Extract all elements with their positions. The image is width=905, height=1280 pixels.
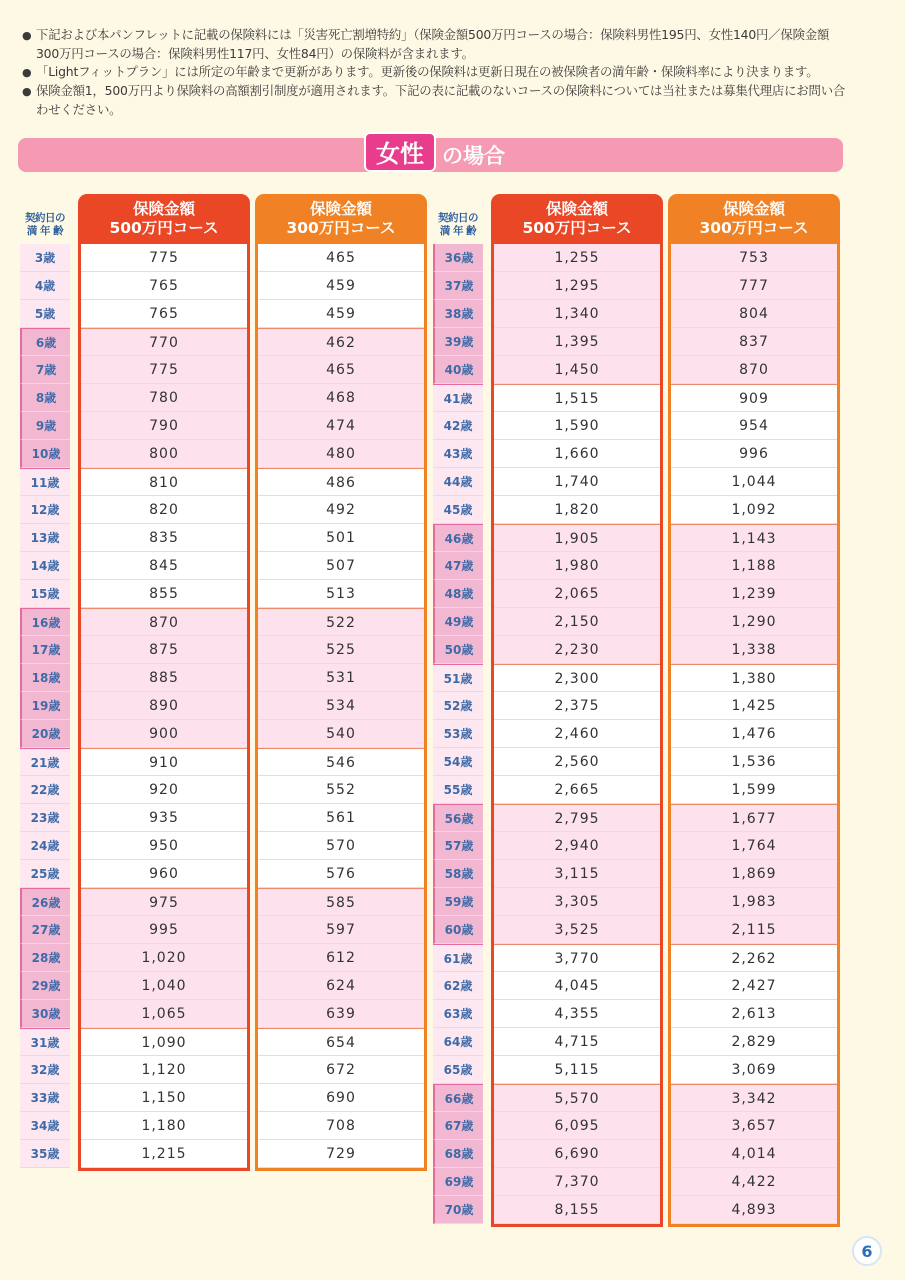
premium-500-cell: 6,690 <box>494 1140 660 1168</box>
premium-500-cell: 810 <box>81 468 247 496</box>
age-cell: 49歳 <box>433 608 483 636</box>
age-cell: 47歳 <box>433 552 483 580</box>
age-cell: 41歳 <box>433 384 483 412</box>
page-number: 6 <box>852 1236 882 1266</box>
age-cell: 68歳 <box>433 1140 483 1168</box>
age-cell: 70歳 <box>433 1196 483 1224</box>
age-cell: 60歳 <box>433 916 483 944</box>
premium-300-cell: 2,427 <box>671 972 837 1000</box>
premium-300-cell: 459 <box>258 272 424 300</box>
premium-300-cell: 459 <box>258 300 424 328</box>
premium-300-cell: 462 <box>258 328 424 356</box>
premium-500-cell: 835 <box>81 524 247 552</box>
note-item <box>22 82 852 119</box>
premium-300-cell: 954 <box>671 412 837 440</box>
col-header-line1: 保険金額 <box>132 200 195 218</box>
age-cell: 10歳 <box>20 440 70 468</box>
age-cell: 3歳 <box>20 244 70 272</box>
age-cell: 59歳 <box>433 888 483 916</box>
age-cell: 30歳 <box>20 1000 70 1028</box>
age-cell: 48歳 <box>433 580 483 608</box>
premium-500-cell: 2,460 <box>494 720 660 748</box>
age-cell: 13歳 <box>20 524 70 552</box>
premium-300-cell: 507 <box>258 552 424 580</box>
col-header-line1: 保険金額 <box>309 200 372 218</box>
premium-300-cell: 690 <box>258 1084 424 1112</box>
col-header-300 <box>255 194 427 244</box>
col-header-300 <box>668 194 840 244</box>
premium-500-cell: 1,255 <box>494 244 660 272</box>
col-header-line2: 500万円コース <box>109 219 219 237</box>
premium-500-cell: 1,215 <box>81 1140 247 1168</box>
premium-300-cell: 585 <box>258 888 424 916</box>
premium-300-cell: 753 <box>671 244 837 272</box>
premium-500-cell: 7,370 <box>494 1168 660 1196</box>
premium-300-cell: 804 <box>671 300 837 328</box>
premium-300-cell: 513 <box>258 580 424 608</box>
age-cell: 23歳 <box>20 804 70 832</box>
value-column-500 <box>491 244 663 1227</box>
premium-500-cell: 1,660 <box>494 440 660 468</box>
premium-500-cell: 5,570 <box>494 1084 660 1112</box>
premium-300-cell: 909 <box>671 384 837 412</box>
col-header-500 <box>491 194 663 244</box>
premium-300-cell: 525 <box>258 636 424 664</box>
premium-500-cell: 2,795 <box>494 804 660 832</box>
premium-300-cell: 570 <box>258 832 424 860</box>
premium-300-cell: 4,422 <box>671 1168 837 1196</box>
premium-500-cell: 3,525 <box>494 916 660 944</box>
age-cell: 26歳 <box>20 888 70 916</box>
age-header-line2: 満 年 齢 <box>26 225 64 237</box>
premium-500-cell: 4,715 <box>494 1028 660 1056</box>
col-header-500 <box>78 194 250 244</box>
premium-500-cell: 1,150 <box>81 1084 247 1112</box>
col-header-line1: 保険金額 <box>722 200 785 218</box>
age-cell: 53歳 <box>433 720 483 748</box>
age-cell: 50歳 <box>433 636 483 664</box>
age-cell: 61歳 <box>433 944 483 972</box>
premium-300-cell: 1,290 <box>671 608 837 636</box>
note-text: 下記および本パンフレットに記載の保険料には「災害死亡割増特約」（保険金額500万円コースの場合：保険料男性195円、女性140円／保険金額300万円コースの場合：保険料男性117円、女性84円）の保険料が含まれます。 <box>36 27 830 61</box>
note-text: 保険金額1，500万円より保険料の高額割引制度が適用されます。下記の表に記載のないコースの保険料については当社または募集代理店にお問い合わせください。 <box>36 83 846 117</box>
premium-500-cell: 1,020 <box>81 944 247 972</box>
premium-500-cell: 2,375 <box>494 692 660 720</box>
premium-300-cell: 1,338 <box>671 636 837 664</box>
banner-inner <box>364 138 505 172</box>
age-header-line1: 契約日の <box>438 212 478 224</box>
premium-300-cell: 777 <box>671 272 837 300</box>
premium-500-cell: 4,045 <box>494 972 660 1000</box>
age-cell: 19歳 <box>20 692 70 720</box>
premium-300-cell: 1,677 <box>671 804 837 832</box>
premium-300-cell: 474 <box>258 412 424 440</box>
premium-300-cell: 672 <box>258 1056 424 1084</box>
premium-300-cell: 1,764 <box>671 832 837 860</box>
age-cell: 32歳 <box>20 1056 70 1084</box>
premium-500-cell: 770 <box>81 328 247 356</box>
premium-500-cell: 1,395 <box>494 328 660 356</box>
age-cell: 42歳 <box>433 412 483 440</box>
banner-title: の場合 <box>442 144 505 168</box>
premium-500-cell: 2,665 <box>494 776 660 804</box>
premium-300-cell: 3,069 <box>671 1056 837 1084</box>
premium-500-cell: 950 <box>81 832 247 860</box>
age-cell: 31歳 <box>20 1028 70 1056</box>
premium-300-cell: 2,115 <box>671 916 837 944</box>
premium-500-cell: 1,340 <box>494 300 660 328</box>
age-column <box>433 244 483 1224</box>
age-cell: 55歳 <box>433 776 483 804</box>
age-cell: 11歳 <box>20 468 70 496</box>
premium-500-cell: 790 <box>81 412 247 440</box>
age-cell: 65歳 <box>433 1056 483 1084</box>
age-cell: 63歳 <box>433 1000 483 1028</box>
premium-300-cell: 540 <box>258 720 424 748</box>
premium-300-cell: 465 <box>258 356 424 384</box>
premium-300-cell: 534 <box>258 692 424 720</box>
premium-500-cell: 845 <box>81 552 247 580</box>
age-cell: 4歳 <box>20 272 70 300</box>
premium-500-cell: 1,450 <box>494 356 660 384</box>
premium-500-cell: 875 <box>81 636 247 664</box>
premium-300-cell: 561 <box>258 804 424 832</box>
premium-500-cell: 5,115 <box>494 1056 660 1084</box>
premium-500-cell: 935 <box>81 804 247 832</box>
premium-500-cell: 2,560 <box>494 748 660 776</box>
premium-500-cell: 890 <box>81 692 247 720</box>
premium-500-cell: 3,770 <box>494 944 660 972</box>
premium-300-cell: 465 <box>258 244 424 272</box>
age-cell: 46歳 <box>433 524 483 552</box>
age-cell: 62歳 <box>433 972 483 1000</box>
premium-300-cell: 3,342 <box>671 1084 837 1112</box>
premium-300-cell: 597 <box>258 916 424 944</box>
note-item <box>22 63 852 82</box>
premium-500-cell: 1,295 <box>494 272 660 300</box>
premium-500-cell: 870 <box>81 608 247 636</box>
premium-500-cell: 855 <box>81 580 247 608</box>
age-header <box>433 212 483 238</box>
bullet-icon: ● <box>22 85 32 98</box>
age-cell: 5歳 <box>20 300 70 328</box>
age-cell: 40歳 <box>433 356 483 384</box>
premium-300-cell: 612 <box>258 944 424 972</box>
premium-500-cell: 2,230 <box>494 636 660 664</box>
col-header-line2: 300万円コース <box>699 219 809 237</box>
premium-300-cell: 1,044 <box>671 468 837 496</box>
premium-300-cell: 870 <box>671 356 837 384</box>
age-cell: 64歳 <box>433 1028 483 1056</box>
premium-500-cell: 775 <box>81 244 247 272</box>
age-cell: 39歳 <box>433 328 483 356</box>
banner-tag: 女性 <box>364 132 436 172</box>
note-item <box>22 26 852 63</box>
age-cell: 8歳 <box>20 384 70 412</box>
age-cell: 29歳 <box>20 972 70 1000</box>
premium-300-cell: 1,188 <box>671 552 837 580</box>
col-header-line2: 500万円コース <box>522 219 632 237</box>
premium-300-cell: 1,983 <box>671 888 837 916</box>
age-cell: 52歳 <box>433 692 483 720</box>
bullet-icon: ● <box>22 29 32 42</box>
premium-300-cell: 486 <box>258 468 424 496</box>
age-cell: 44歳 <box>433 468 483 496</box>
premium-500-cell: 1,740 <box>494 468 660 496</box>
premium-300-cell: 996 <box>671 440 837 468</box>
value-column-300 <box>668 244 840 1227</box>
premium-300-cell: 2,829 <box>671 1028 837 1056</box>
premium-300-cell: 1,476 <box>671 720 837 748</box>
premium-500-cell: 1,180 <box>81 1112 247 1140</box>
age-column <box>20 244 70 1168</box>
premium-500-cell: 2,065 <box>494 580 660 608</box>
premium-300-cell: 708 <box>258 1112 424 1140</box>
col-header-line1: 保険金額 <box>545 200 608 218</box>
age-cell: 7歳 <box>20 356 70 384</box>
premium-300-cell: 2,613 <box>671 1000 837 1028</box>
age-cell: 12歳 <box>20 496 70 524</box>
premium-500-cell: 1,905 <box>494 524 660 552</box>
premium-300-cell: 1,380 <box>671 664 837 692</box>
value-column-500 <box>78 244 250 1171</box>
premium-500-cell: 3,305 <box>494 888 660 916</box>
premium-500-cell: 995 <box>81 916 247 944</box>
age-cell: 66歳 <box>433 1084 483 1112</box>
premium-500-cell: 800 <box>81 440 247 468</box>
age-cell: 22歳 <box>20 776 70 804</box>
premium-500-cell: 1,590 <box>494 412 660 440</box>
age-cell: 17歳 <box>20 636 70 664</box>
premium-300-cell: 3,657 <box>671 1112 837 1140</box>
premium-300-cell: 501 <box>258 524 424 552</box>
premium-500-cell: 4,355 <box>494 1000 660 1028</box>
age-cell: 69歳 <box>433 1168 483 1196</box>
premium-500-cell: 775 <box>81 356 247 384</box>
section-banner <box>18 138 843 172</box>
premium-500-cell: 920 <box>81 776 247 804</box>
age-cell: 34歳 <box>20 1112 70 1140</box>
premium-300-cell: 1,869 <box>671 860 837 888</box>
value-column-300 <box>255 244 427 1171</box>
premium-500-cell: 1,090 <box>81 1028 247 1056</box>
bullet-icon: ● <box>22 66 32 79</box>
premium-500-cell: 780 <box>81 384 247 412</box>
premium-300-cell: 1,143 <box>671 524 837 552</box>
age-cell: 67歳 <box>433 1112 483 1140</box>
premium-300-cell: 492 <box>258 496 424 524</box>
age-cell: 15歳 <box>20 580 70 608</box>
premium-300-cell: 576 <box>258 860 424 888</box>
age-cell: 25歳 <box>20 860 70 888</box>
age-cell: 20歳 <box>20 720 70 748</box>
premium-300-cell: 1,092 <box>671 496 837 524</box>
premium-300-cell: 1,536 <box>671 748 837 776</box>
age-cell: 27歳 <box>20 916 70 944</box>
age-cell: 24歳 <box>20 832 70 860</box>
premium-500-cell: 1,065 <box>81 1000 247 1028</box>
premium-300-cell: 531 <box>258 664 424 692</box>
premium-500-cell: 765 <box>81 272 247 300</box>
premium-500-cell: 3,115 <box>494 860 660 888</box>
note-text: 「Lightフィットプラン」には所定の年齢まで更新があります。更新後の保険料は更新日現在の被保険者の満年齢・保険料率により決まります。 <box>36 64 819 79</box>
age-cell: 54歳 <box>433 748 483 776</box>
premium-300-cell: 1,239 <box>671 580 837 608</box>
age-cell: 58歳 <box>433 860 483 888</box>
premium-300-cell: 729 <box>258 1140 424 1168</box>
premium-500-cell: 1,120 <box>81 1056 247 1084</box>
age-cell: 43歳 <box>433 440 483 468</box>
premium-300-cell: 4,893 <box>671 1196 837 1224</box>
premium-300-cell: 639 <box>258 1000 424 1028</box>
age-header-line1: 契約日の <box>25 212 65 224</box>
age-cell: 37歳 <box>433 272 483 300</box>
age-cell: 57歳 <box>433 832 483 860</box>
age-cell: 51歳 <box>433 664 483 692</box>
premium-300-cell: 837 <box>671 328 837 356</box>
age-cell: 36歳 <box>433 244 483 272</box>
premium-500-cell: 2,300 <box>494 664 660 692</box>
premium-300-cell: 4,014 <box>671 1140 837 1168</box>
premium-500-cell: 885 <box>81 664 247 692</box>
premium-500-cell: 1,040 <box>81 972 247 1000</box>
premium-500-cell: 910 <box>81 748 247 776</box>
premium-500-cell: 820 <box>81 496 247 524</box>
age-cell: 16歳 <box>20 608 70 636</box>
premium-500-cell: 975 <box>81 888 247 916</box>
premium-500-cell: 6,095 <box>494 1112 660 1140</box>
premium-300-cell: 654 <box>258 1028 424 1056</box>
premium-300-cell: 546 <box>258 748 424 776</box>
premium-500-cell: 900 <box>81 720 247 748</box>
age-cell: 18歳 <box>20 664 70 692</box>
age-cell: 56歳 <box>433 804 483 832</box>
premium-500-cell: 2,940 <box>494 832 660 860</box>
premium-300-cell: 468 <box>258 384 424 412</box>
premium-500-cell: 960 <box>81 860 247 888</box>
age-cell: 38歳 <box>433 300 483 328</box>
premium-300-cell: 552 <box>258 776 424 804</box>
premium-300-cell: 480 <box>258 440 424 468</box>
premium-500-cell: 2,150 <box>494 608 660 636</box>
age-cell: 21歳 <box>20 748 70 776</box>
age-cell: 45歳 <box>433 496 483 524</box>
premium-300-cell: 1,425 <box>671 692 837 720</box>
premium-500-cell: 765 <box>81 300 247 328</box>
col-header-line2: 300万円コース <box>286 219 396 237</box>
age-cell: 28歳 <box>20 944 70 972</box>
age-cell: 35歳 <box>20 1140 70 1168</box>
premium-500-cell: 1,820 <box>494 496 660 524</box>
age-cell: 14歳 <box>20 552 70 580</box>
premium-300-cell: 1,599 <box>671 776 837 804</box>
age-cell: 33歳 <box>20 1084 70 1112</box>
premium-500-cell: 1,980 <box>494 552 660 580</box>
age-header <box>20 212 70 238</box>
age-header-line2: 満 年 齢 <box>439 225 477 237</box>
premium-500-cell: 8,155 <box>494 1196 660 1224</box>
premium-300-cell: 522 <box>258 608 424 636</box>
age-cell: 6歳 <box>20 328 70 356</box>
notes <box>22 26 852 119</box>
premium-500-cell: 1,515 <box>494 384 660 412</box>
premium-300-cell: 624 <box>258 972 424 1000</box>
age-cell: 9歳 <box>20 412 70 440</box>
premium-300-cell: 2,262 <box>671 944 837 972</box>
